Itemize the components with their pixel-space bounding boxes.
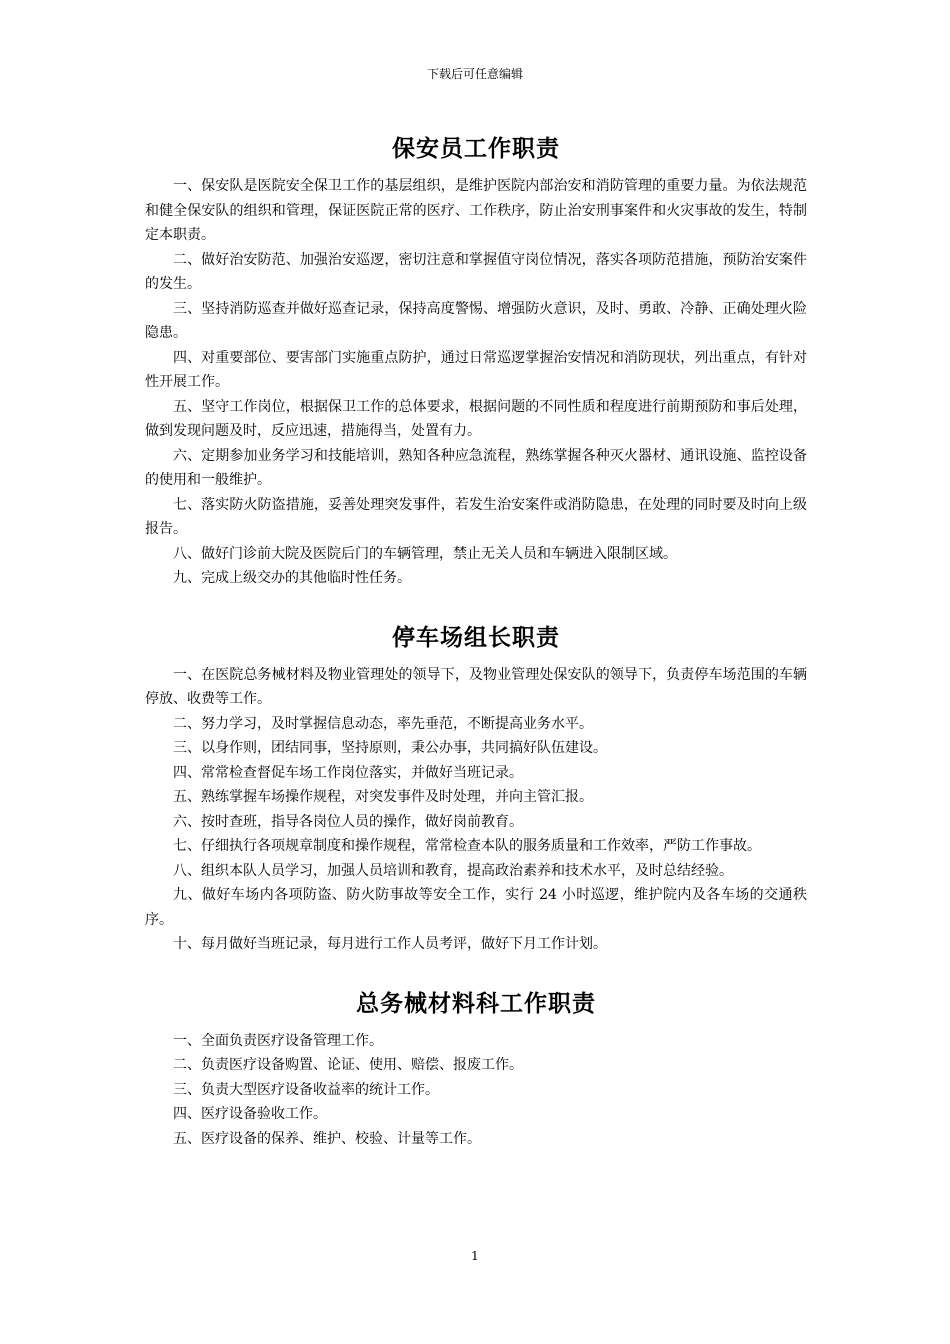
paragraph: 一、保安队是医院安全保卫工作的基层组织，是维护医院内部治安和消防管理的重要力量。为依法规范和健全保安队的组织和管理，保证医院正常的医疗、工作秩序，防止治安刑事案件和火灾事故的发生，特制定本职责。 bbox=[145, 178, 807, 243]
paragraph: 五、熟练掌握车场操作规程，对突发事件及时处理，并向主管汇报。 bbox=[173, 789, 593, 805]
paragraph: 一、在医院总务械材料及物业管理处的领导下，及物业管理处保安队的领导下，负责停车场范围的车辆停放、收费等工作。 bbox=[145, 666, 807, 707]
paragraph: 二、负责医疗设备购置、论证、使用、赔偿、报废工作。 bbox=[173, 1057, 523, 1073]
section-title: 总务械材料科工作职责 bbox=[356, 989, 596, 1017]
paragraph: 一、全面负责医疗设备管理工作。 bbox=[173, 1032, 383, 1049]
paragraph: 九、完成上级交办的其他临时性任务。 bbox=[173, 570, 411, 586]
paragraph: 四、对重要部位、要害部门实施重点防护，通过日常巡逻掌握治安情况和消防现状，列出重点，有针对性开展工作。 bbox=[145, 349, 807, 390]
document-body bbox=[145, 128, 807, 1177]
paragraph: 五、医疗设备的保养、维护、校验、计量等工作。 bbox=[173, 1130, 481, 1147]
paragraph: 七、仔细执行各项规章制度和操作规程，常常检查本队的服务质量和工作效率，严防工作事故。 bbox=[173, 838, 761, 854]
paragraph: 五、坚守工作岗位，根据保卫工作的总体要求，根据问题的不同性质和程度进行前期预防和事后处理，做到发现问题及时，反应迅速，措施得当，处置有力。 bbox=[145, 398, 807, 439]
paragraph: 六、定期参加业务学习和技能培训，熟知各种应急流程，熟练掌握各种灭火器材、通讯设施、监控设备的使用和一般维护。 bbox=[145, 447, 807, 488]
paragraph: 六、按时查班，指导各岗位人员的操作，做好岗前教育。 bbox=[173, 813, 523, 830]
page-number: 1 bbox=[471, 1249, 479, 1263]
paragraph: 四、医疗设备验收工作。 bbox=[173, 1106, 327, 1122]
paragraph: 八、组织本队人员学习，加强人员培训和教育，提高政治素养和技术水平，及时总结经验。 bbox=[173, 862, 733, 879]
section-title: 保安员工作职责 bbox=[392, 135, 560, 162]
paragraph: 八、做好门诊前大院及医院后门的车辆管理，禁止无关人员和车辆进入限制区域。 bbox=[173, 545, 677, 562]
paragraph: 七、落实防火防盗措施，妥善处理突发事件，若发生治安案件或消防隐患，在处理的同时要及时向上级报告。 bbox=[145, 496, 807, 537]
paragraph: 二、做好治安防范、加强治安巡逻，密切注意和掌握值守岗位情况，落实各项防范措施，预防治安案件的发生。 bbox=[145, 251, 807, 292]
section-title: 停车场组长职责 bbox=[392, 623, 560, 651]
section-parking-leader bbox=[145, 617, 807, 957]
paragraph: 四、常常检查督促车场工作岗位落实，并做好当班记录。 bbox=[173, 764, 523, 781]
paragraph: 九、做好车场内各项防盗、防火防事故等安全工作，实行 24 小时巡逻，维护院内及各车场的交通秩序。 bbox=[145, 887, 807, 928]
paragraph: 三、负责大型医疗设备收益率的统计工作。 bbox=[173, 1081, 439, 1098]
section-security-guard bbox=[145, 128, 807, 591]
paragraph: 三、坚持消防巡查并做好巡查记录，保持高度警惕、增强防火意识，及时、勇敢、冷静、正确处理火险隐患。 bbox=[145, 300, 807, 341]
paragraph: 十、每月做好当班记录，每月进行工作人员考评，做好下月工作计划。 bbox=[173, 936, 607, 952]
section-equipment-dept bbox=[145, 983, 807, 1152]
paragraph: 二、努力学习，及时掌握信息动态，率先垂范，不断提高业务水平。 bbox=[173, 715, 593, 732]
paragraph: 三、以身作则，团结同事，坚持原则，秉公办事，共同搞好队伍建设。 bbox=[173, 740, 607, 756]
header-note: 下载后可任意编辑 bbox=[426, 67, 523, 81]
